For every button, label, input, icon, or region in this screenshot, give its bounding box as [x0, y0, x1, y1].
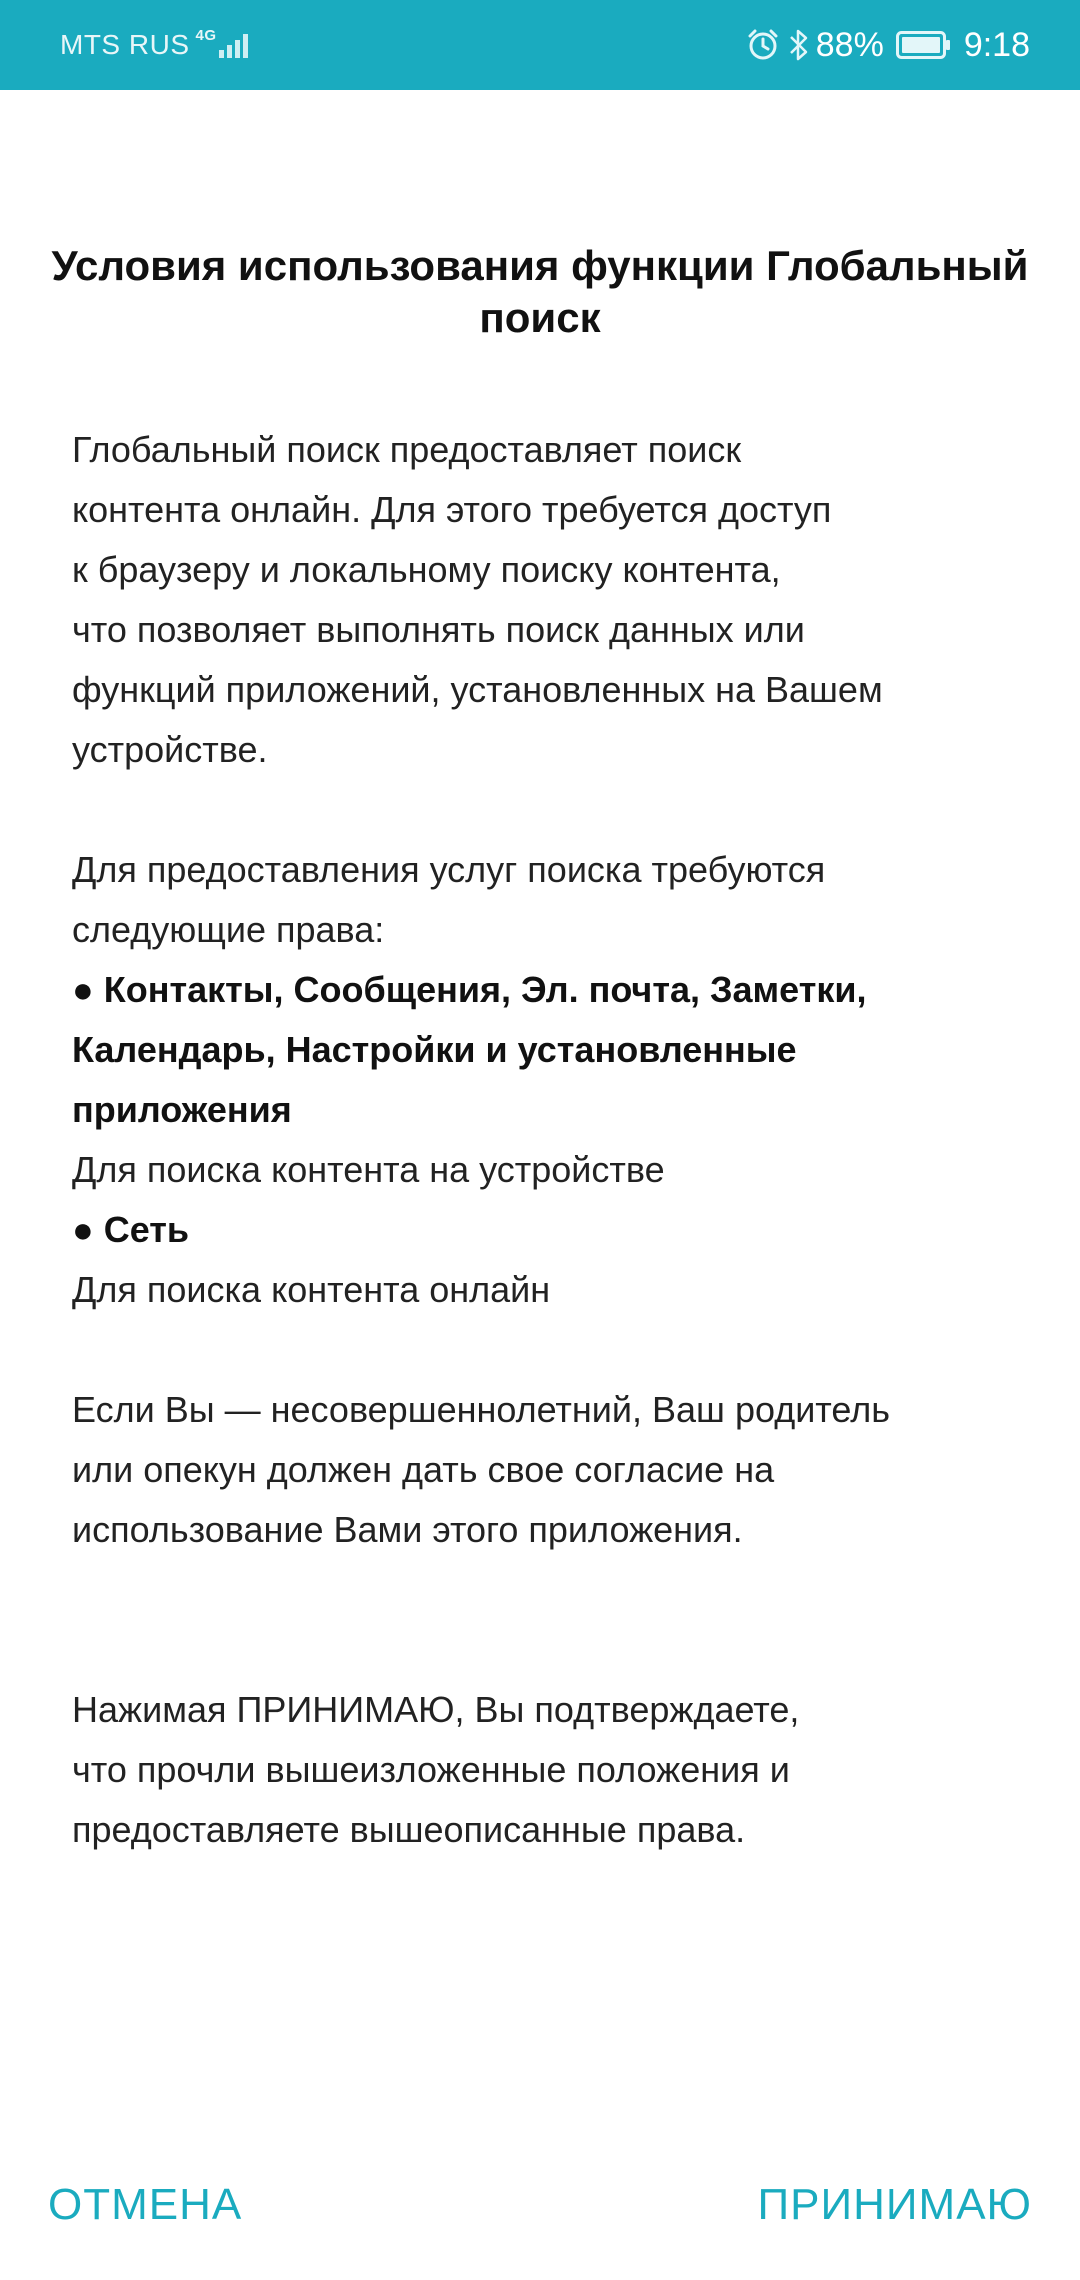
permission-name-line: приложения — [72, 1089, 292, 1130]
carrier-name: MTS RUS — [60, 29, 190, 60]
minor-notice-line: использование Вами этого приложения. — [72, 1509, 743, 1550]
permissions-intro-line: Для предоставления услуг поиска требуются — [72, 849, 826, 890]
clock: 9:18 — [963, 25, 1030, 64]
dialog-title: Условия использования функции Глобальный поиск — [51, 242, 1029, 341]
status-right — [746, 0, 1030, 90]
signal-icon — [219, 32, 251, 58]
network-type: 4G — [195, 26, 217, 44]
consent-line: Нажимая ПРИНИМАЮ, Вы подтверждаете, — [72, 1689, 800, 1730]
dialog-content — [72, 420, 1032, 1860]
spacer — [72, 780, 1032, 840]
status-bar — [0, 0, 1080, 90]
status-left — [60, 0, 251, 90]
bluetooth-icon — [788, 28, 810, 62]
permission-description: Для поиска контента онлайн — [72, 1269, 551, 1310]
accept-button[interactable]: ПРИНИМАЮ — [757, 2180, 1032, 2229]
intro-line: к браузеру и локальному поиску контента, — [72, 549, 781, 590]
spacer — [72, 1560, 1032, 1680]
minor-notice-line: или опекун должен дать свое согласие на — [72, 1449, 775, 1490]
permission-name-line: Календарь, Настройки и установленные — [72, 1029, 797, 1070]
consent-line: предоставляете вышеописанные права. — [72, 1809, 746, 1850]
battery-icon — [896, 30, 952, 60]
intro-line: Глобальный поиск предоставляет поиск — [72, 429, 742, 470]
permission-description: Для поиска контента на устройстве — [72, 1149, 665, 1190]
permission-name-line: ● Сеть — [72, 1209, 190, 1250]
permissions-intro-line: следующие права: — [72, 909, 385, 950]
intro-line: функций приложений, установленных на Вашем — [72, 669, 883, 710]
battery-percent: 88% — [815, 25, 884, 64]
intro-line: контента онлайн. Для этого требуется доступ — [72, 489, 832, 530]
spacer — [72, 1320, 1032, 1380]
intro-line: устройстве. — [72, 729, 268, 770]
minor-notice-line: Если Вы — несовершеннолетний, Ваш родитель — [72, 1389, 890, 1430]
consent-line: что прочли вышеизложенные положения и — [72, 1749, 790, 1790]
permission-name-line: ● Контакты, Сообщения, Эл. почта, Заметки, — [72, 969, 867, 1010]
cancel-button[interactable]: ОТМЕНА — [48, 2180, 243, 2229]
alarm-icon — [746, 28, 780, 62]
intro-line: что позволяет выполнять поиск данных или — [72, 609, 805, 650]
